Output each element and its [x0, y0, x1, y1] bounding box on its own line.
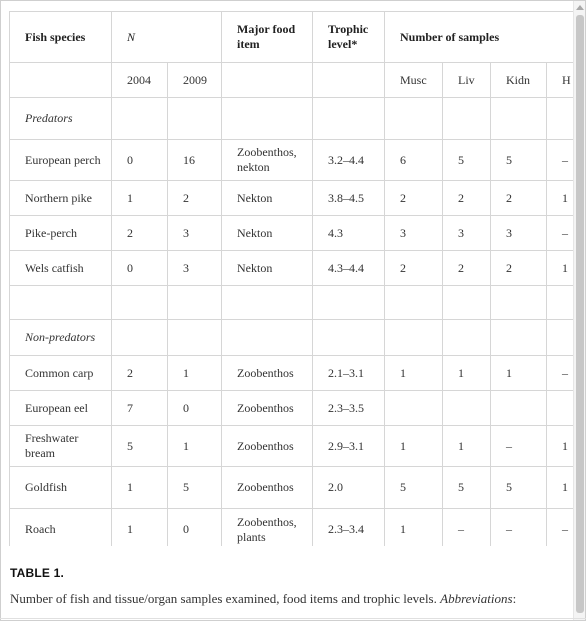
- table-row: [10, 509, 574, 547]
- cell-food: Nekton: [222, 216, 313, 251]
- cell-kidn: 5: [491, 140, 547, 181]
- cell-liv: 5: [443, 140, 491, 181]
- cell-n2009: 3: [168, 216, 222, 251]
- cell-kidn: –: [491, 426, 547, 467]
- cell-n2009: 5: [168, 467, 222, 509]
- cell-kidn: 3: [491, 216, 547, 251]
- cell-h: –: [547, 356, 573, 391]
- spacer-row: [10, 286, 574, 320]
- subheader-empty: [222, 63, 313, 98]
- cell-species: Goldfish: [10, 467, 112, 509]
- subheader-kidn: Kidn: [491, 63, 547, 98]
- cell-species: Common carp: [10, 356, 112, 391]
- empty-cell: [168, 98, 222, 140]
- cell-h: –: [547, 216, 573, 251]
- cell-n2009: 16: [168, 140, 222, 181]
- empty-cell: [385, 320, 443, 356]
- cell-musc: 2: [385, 181, 443, 216]
- group-row-predators: [10, 98, 574, 140]
- cell-n2009: 0: [168, 509, 222, 547]
- cell-kidn: 2: [491, 251, 547, 286]
- cell-species: Northern pike: [10, 181, 112, 216]
- empty-cell: [10, 286, 112, 320]
- cell-species: European eel: [10, 391, 112, 426]
- cell-musc: 1: [385, 426, 443, 467]
- cell-food: Zoobenthos, plants: [222, 509, 313, 547]
- header-number-of-samples: Number of samples: [385, 12, 573, 63]
- group-label-non-predators: Non-predators: [10, 320, 112, 356]
- cell-trophic: 2.9–3.1: [313, 426, 385, 467]
- cell-musc: 3: [385, 216, 443, 251]
- cell-liv: [443, 391, 491, 426]
- subheader-h: H: [547, 63, 573, 98]
- cell-h: 1: [547, 181, 573, 216]
- cell-n2009: 1: [168, 356, 222, 391]
- header-n: [112, 12, 222, 63]
- cell-kidn: [491, 391, 547, 426]
- cell-n2004: 5: [112, 426, 168, 467]
- fish-samples-table: [9, 11, 573, 546]
- empty-cell: [547, 98, 573, 140]
- table-row: [10, 391, 574, 426]
- cell-n2004: 7: [112, 391, 168, 426]
- cell-food: Nekton: [222, 181, 313, 216]
- cell-n2004: 1: [112, 181, 168, 216]
- cell-liv: 1: [443, 356, 491, 391]
- empty-cell: [491, 320, 547, 356]
- empty-cell: [313, 320, 385, 356]
- caption-text-italic: Abbreviations: [440, 591, 513, 606]
- cell-musc: 1: [385, 356, 443, 391]
- cell-kidn: 1: [491, 356, 547, 391]
- empty-cell: [547, 286, 573, 320]
- cell-species: Roach: [10, 509, 112, 547]
- cell-food: Nekton: [222, 251, 313, 286]
- empty-cell: [222, 320, 313, 356]
- table-caption-text: [10, 591, 516, 607]
- cell-liv: 3: [443, 216, 491, 251]
- cell-n2009: 0: [168, 391, 222, 426]
- empty-cell: [547, 320, 573, 356]
- header-major-food: Major food item: [222, 12, 313, 63]
- empty-cell: [112, 320, 168, 356]
- scrollbar-thumb[interactable]: [576, 15, 584, 613]
- cell-h: 1: [547, 426, 573, 467]
- cell-n2004: 2: [112, 216, 168, 251]
- empty-cell: [385, 98, 443, 140]
- empty-cell: [385, 286, 443, 320]
- subheader-empty: [313, 63, 385, 98]
- empty-cell: [491, 98, 547, 140]
- empty-cell: [222, 98, 313, 140]
- empty-cell: [443, 320, 491, 356]
- cell-liv: 1: [443, 426, 491, 467]
- cell-food: Zoobenthos: [222, 467, 313, 509]
- cell-n2004: 1: [112, 467, 168, 509]
- caption-area: [1, 546, 573, 620]
- group-row-non-predators: [10, 320, 574, 356]
- empty-cell: [313, 98, 385, 140]
- table-row: [10, 216, 574, 251]
- cell-n2009: 3: [168, 251, 222, 286]
- cell-kidn: 5: [491, 467, 547, 509]
- cell-musc: 6: [385, 140, 443, 181]
- cell-musc: 2: [385, 251, 443, 286]
- table-row: [10, 251, 574, 286]
- cell-trophic: 4.3–4.4: [313, 251, 385, 286]
- cell-trophic: 3.8–4.5: [313, 181, 385, 216]
- header-n-label: N: [127, 29, 136, 44]
- cell-trophic: 2.3–3.4: [313, 509, 385, 547]
- cell-kidn: 2: [491, 181, 547, 216]
- subheader-2009: 2009: [168, 63, 222, 98]
- cell-food: Zoobenthos: [222, 426, 313, 467]
- empty-cell: [112, 98, 168, 140]
- cell-h: –: [547, 140, 573, 181]
- subheader-row: [10, 63, 574, 98]
- empty-cell: [491, 286, 547, 320]
- table-row: [10, 467, 574, 509]
- group-label-predators: Predators: [10, 98, 112, 140]
- cell-trophic: 2.3–3.5: [313, 391, 385, 426]
- table-row: [10, 356, 574, 391]
- cell-n2004: 0: [112, 251, 168, 286]
- table-row: [10, 140, 574, 181]
- empty-cell: [168, 320, 222, 356]
- caption-text-end: :: [512, 591, 517, 606]
- cell-n2004: 0: [112, 140, 168, 181]
- cell-kidn: –: [491, 509, 547, 547]
- cell-liv: 2: [443, 251, 491, 286]
- header-trophic-level: Trophic level*: [313, 12, 385, 63]
- subheader-musc: Musc: [385, 63, 443, 98]
- table-caption-title: TABLE 1.: [10, 566, 65, 580]
- empty-cell: [313, 286, 385, 320]
- cell-food: Zoobenthos: [222, 356, 313, 391]
- cell-n2004: 1: [112, 509, 168, 547]
- table-viewport[interactable]: [9, 11, 573, 546]
- header-fish-species: Fish species: [10, 12, 112, 63]
- cell-musc: 1: [385, 509, 443, 547]
- scroll-up-arrow-icon[interactable]: [576, 5, 584, 10]
- table-row: [10, 426, 574, 467]
- divider: [0, 618, 586, 619]
- cell-liv: 5: [443, 467, 491, 509]
- cell-n2004: 2: [112, 356, 168, 391]
- cell-food: Zoobenthos: [222, 391, 313, 426]
- cell-trophic: 2.0: [313, 467, 385, 509]
- cell-species: Freshwater bream: [10, 426, 112, 467]
- cell-h: [547, 391, 573, 426]
- cell-trophic: 2.1–3.1: [313, 356, 385, 391]
- caption-text-plain: Number of fish and tissue/organ samples examined, food items and trophic levels.: [10, 591, 441, 606]
- cell-h: 1: [547, 467, 573, 509]
- cell-musc: [385, 391, 443, 426]
- cell-n2009: 2: [168, 181, 222, 216]
- cell-h: 1: [547, 251, 573, 286]
- empty-cell: [443, 98, 491, 140]
- cell-n2009: 1: [168, 426, 222, 467]
- cell-musc: 5: [385, 467, 443, 509]
- table-row: [10, 181, 574, 216]
- subheader-empty: [10, 63, 112, 98]
- header-row: [10, 12, 574, 63]
- cell-species: European perch: [10, 140, 112, 181]
- cell-species: Pike-perch: [10, 216, 112, 251]
- subheader-liv: Liv: [443, 63, 491, 98]
- empty-cell: [443, 286, 491, 320]
- cell-liv: 2: [443, 181, 491, 216]
- cell-species: Wels catfish: [10, 251, 112, 286]
- cell-trophic: 3.2–4.4: [313, 140, 385, 181]
- cell-trophic: 4.3: [313, 216, 385, 251]
- empty-cell: [168, 286, 222, 320]
- cell-h: –: [547, 509, 573, 547]
- cell-liv: –: [443, 509, 491, 547]
- cell-food: Zoobenthos, nekton: [222, 140, 313, 181]
- subheader-2004: 2004: [112, 63, 168, 98]
- empty-cell: [112, 286, 168, 320]
- vertical-scrollbar[interactable]: [573, 1, 586, 620]
- empty-cell: [222, 286, 313, 320]
